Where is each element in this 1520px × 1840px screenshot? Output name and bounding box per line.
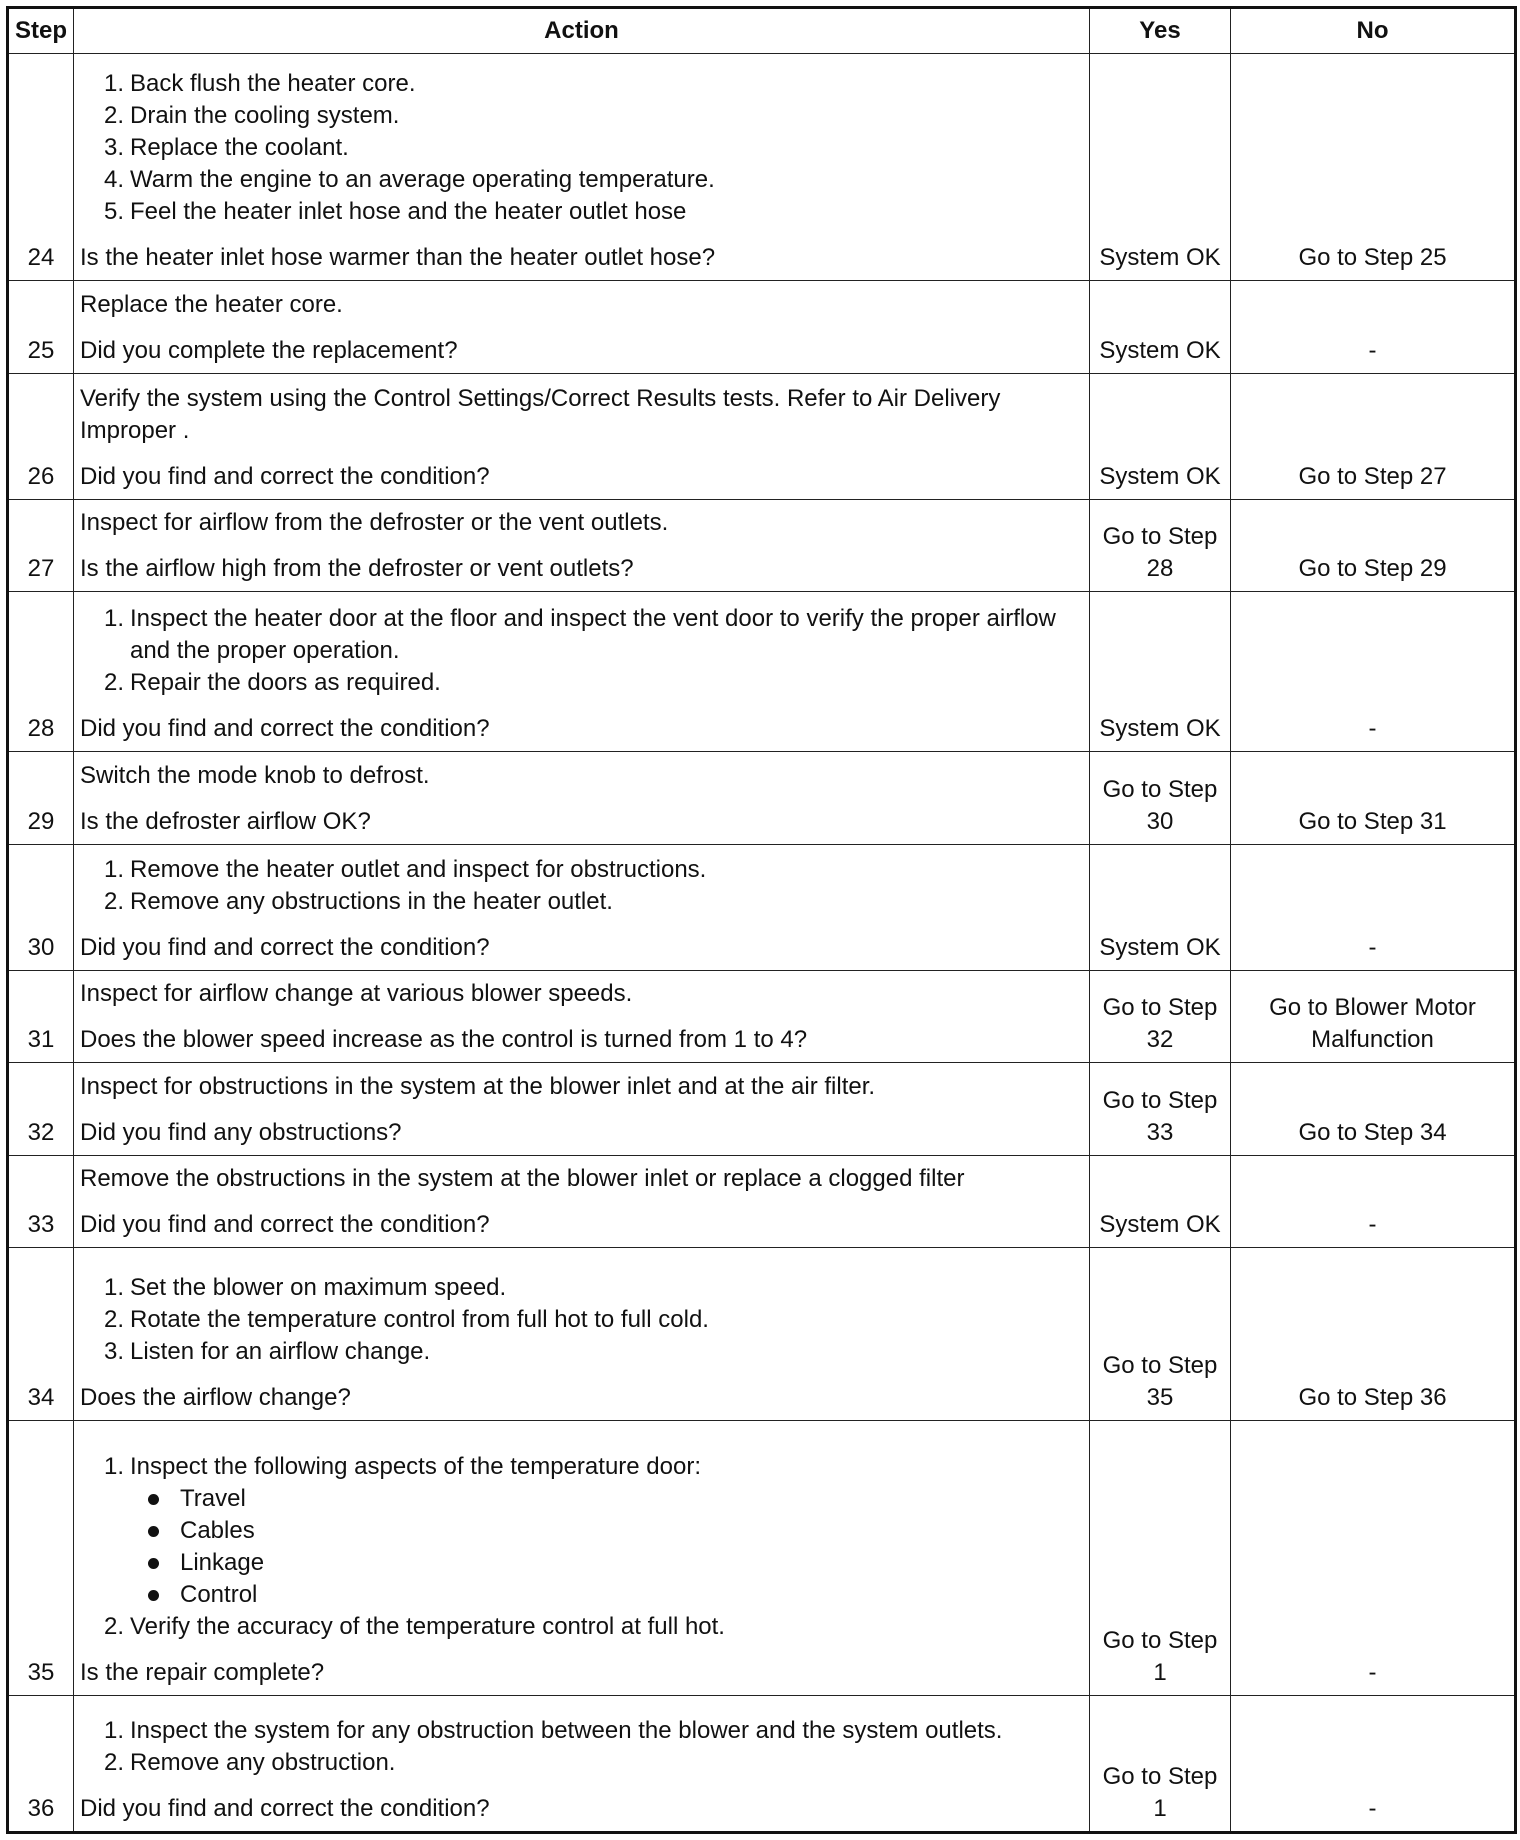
table-row [8,1696,1516,1833]
no-cell: Go to Step 25 [1231,54,1516,281]
bullet-item [80,1483,1083,1515]
question-text: Did you find and correct the condition? [80,1795,490,1822]
header-no: No [1231,8,1516,54]
bullet-text: Travel [180,1485,246,1513]
instruction-text: Inspect for airflow from the defroster or the vent outlets. [80,509,669,537]
instruction-text: Remove any obstruction. [130,1749,396,1776]
question-text: Is the airflow high from the defroster or vent outlets? [80,555,634,583]
bullet-text: Linkage [180,1549,265,1577]
instruction-list [80,1715,1083,1779]
instruction-text: Set the blower on maximum speed. [130,1273,507,1301]
yes-cell: Go to Step 32 [1090,970,1231,1063]
no-cell: Go to Step 27 [1231,373,1516,499]
instruction-text: Replace the coolant. [130,134,349,162]
action-cell [74,970,1090,1063]
list-item: 2. Verify the accuracy of the temperature control at full hot. [103,1613,725,1641]
no-cell: - [1231,281,1516,374]
list-item: 1. Remove the heater outlet and inspect for obstructions. [103,855,707,883]
action-cell [74,1155,1090,1248]
instruction-text: Repair the doors as required. [130,669,441,697]
yes-cell: Go to Step 35 [1090,1248,1231,1420]
action-cell [74,592,1090,752]
list-item: 1. Inspect the system for any obstruction between the blower and the system outlets. [103,1717,1003,1744]
step-number: 31 [8,970,74,1063]
step-number: 36 [8,1696,74,1833]
action-cell [74,1420,1090,1695]
table-row [8,970,1516,1063]
instruction-text: Inspect the system for any obstruction between the blower and the system outlets. [130,1717,1003,1744]
instruction-list [80,854,1083,918]
list-item: 2. Repair the doors as required. [103,669,441,697]
yes-cell: Go to Step 33 [1090,1063,1231,1156]
table-row [8,54,1516,281]
bullet-icon [148,1590,159,1601]
list-item: 2. Rotate the temperature control from full hot to full cold. [103,1305,709,1333]
instruction-list [80,1272,1083,1368]
instruction-text: Inspect for airflow change at various blower speeds. [80,980,633,1008]
step-number: 29 [8,752,74,845]
instruction-list [80,1451,1083,1643]
table-row [8,1420,1516,1695]
question-text: Did you find and correct the condition? [80,462,490,490]
step-number: 33 [8,1155,74,1248]
bullet-icon [148,1526,159,1537]
yes-cell: System OK [1090,54,1231,281]
list-item: 1. Inspect the heater door at the floor and inspect the vent door to verify the proper airflow and the proper operation. [103,605,1056,665]
instruction-text: Switch the mode knob to defrost. [80,761,430,789]
list-item: 1. Inspect the following aspects of the temperature door: Travel Cables Linkage Control [80,1451,1083,1611]
list-item: 2. Remove any obstructions in the heater outlet. [103,887,613,915]
yes-cell: System OK [1090,844,1231,970]
instruction-text: Inspect for obstructions in the system at the blower inlet and at the air filter. [80,1072,876,1100]
bullet-list [80,1483,1083,1611]
instruction-text: Drain the cooling system. [130,102,400,130]
question-text: Did you find and correct the condition? [80,933,490,961]
header-yes: Yes [1090,8,1231,54]
step-number: 26 [8,373,74,499]
yes-cell: System OK [1090,1155,1231,1248]
table-row [8,1063,1516,1156]
header-action: Action [74,8,1090,54]
instruction-list [80,603,1083,699]
instruction-text: Inspect the heater door at the floor and inspect the vent door to verify the proper airflow and the proper operation. [130,605,1056,665]
yes-cell: System OK [1090,373,1231,499]
question-text: Is the repair complete? [80,1659,325,1687]
no-cell: - [1231,1420,1516,1695]
bullet-icon [148,1558,159,1569]
bullet-item [80,1515,1083,1547]
step-number: 25 [8,281,74,374]
action-cell [74,54,1090,281]
list-item: 3. Replace the coolant. [103,134,349,162]
table-row [8,499,1516,592]
instruction-text: Inspect the following aspects of the temperature door: [130,1453,701,1481]
question-text: Did you complete the replacement? [80,336,458,364]
question-text: Is the heater inlet hose warmer than the heater outlet hose? [80,244,716,272]
yes-cell: Go to Step 1 [1090,1420,1231,1695]
question-text: Did you find any obstructions? [80,1118,402,1146]
instruction-text: Verify the accuracy of the temperature control at full hot. [130,1613,725,1641]
table-row [8,844,1516,970]
instruction-text: Replace the heater core. [80,290,343,318]
bullet-text: Control [180,1581,258,1609]
yes-cell: System OK [1090,592,1231,752]
no-cell: Go to Step 34 [1231,1063,1516,1156]
instruction-text: Back flush the heater core. [130,70,416,98]
yes-cell: Go to Step 1 [1090,1696,1231,1833]
table-row [8,752,1516,845]
bullet-item [80,1579,1083,1611]
list-item: 5. Feel the heater inlet hose and the heater outlet hose [103,198,687,226]
question-text: Did you find and correct the condition? [80,715,490,743]
list-item: 1. Set the blower on maximum speed. [103,1273,507,1301]
instruction-text: Feel the heater inlet hose and the heater outlet hose [130,198,687,226]
bullet-item [80,1547,1083,1579]
list-item: 1. Back flush the heater core. [103,70,416,98]
action-cell [74,752,1090,845]
list-item: 4. Warm the engine to an average operating temperature. [103,166,715,194]
no-cell: Go to Blower Motor Malfunction [1231,970,1516,1063]
step-number: 28 [8,592,74,752]
list-item: 2. Remove any obstruction. [103,1749,396,1776]
question-text: Does the blower speed increase as the control is turned from 1 to 4? [80,1026,808,1054]
no-cell: Go to Step 31 [1231,752,1516,845]
no-cell: Go to Step 36 [1231,1248,1516,1420]
step-number: 30 [8,844,74,970]
action-cell [74,844,1090,970]
yes-cell: Go to Step 30 [1090,752,1231,845]
instruction-text: Remove the heater outlet and inspect for obstructions. [130,855,707,883]
step-number: 27 [8,499,74,592]
instruction-text: Remove any obstructions in the heater outlet. [130,887,613,915]
instruction-text: Warm the engine to an average operating temperature. [130,166,715,194]
list-item: 3. Listen for an airflow change. [103,1337,431,1365]
header-step: Step [8,8,74,54]
bullet-icon [148,1494,159,1505]
no-cell: - [1231,1696,1516,1833]
action-cell [74,1063,1090,1156]
no-cell: - [1231,592,1516,752]
instruction-text: Remove the obstructions in the system at the blower inlet or replace a clogged filter [80,1165,965,1193]
question-text: Does the airflow change? [80,1383,351,1411]
no-cell: - [1231,1155,1516,1248]
step-number: 24 [8,54,74,281]
action-cell [74,281,1090,374]
step-number: 32 [8,1063,74,1156]
bullet-text: Cables [180,1517,255,1545]
step-number: 35 [8,1420,74,1695]
header-row [8,8,1516,54]
instruction-text: Listen for an airflow change. [130,1337,431,1365]
instruction-list [80,68,1083,228]
diagnostic-table [6,6,1517,1834]
table-row [8,1155,1516,1248]
question-text: Did you find and correct the condition? [80,1211,490,1239]
no-cell: - [1231,844,1516,970]
table-row [8,592,1516,752]
list-item: 2. Drain the cooling system. [103,102,400,130]
table-row [8,373,1516,499]
action-cell [74,1696,1090,1833]
table-row [8,281,1516,374]
step-number: 34 [8,1248,74,1420]
question-text: Is the defroster airflow OK? [80,807,371,835]
no-cell: Go to Step 29 [1231,499,1516,592]
instruction-text: Rotate the temperature control from full hot to full cold. [130,1305,709,1333]
action-cell [74,499,1090,592]
instruction-text: Verify the system using the Control Settings/Correct Results tests. Refer to Air Delivery Improper . [80,384,1001,444]
action-cell [74,373,1090,499]
action-cell [74,1248,1090,1420]
yes-cell: Go to Step 28 [1090,499,1231,592]
yes-cell: System OK [1090,281,1231,374]
table-row [8,1248,1516,1420]
